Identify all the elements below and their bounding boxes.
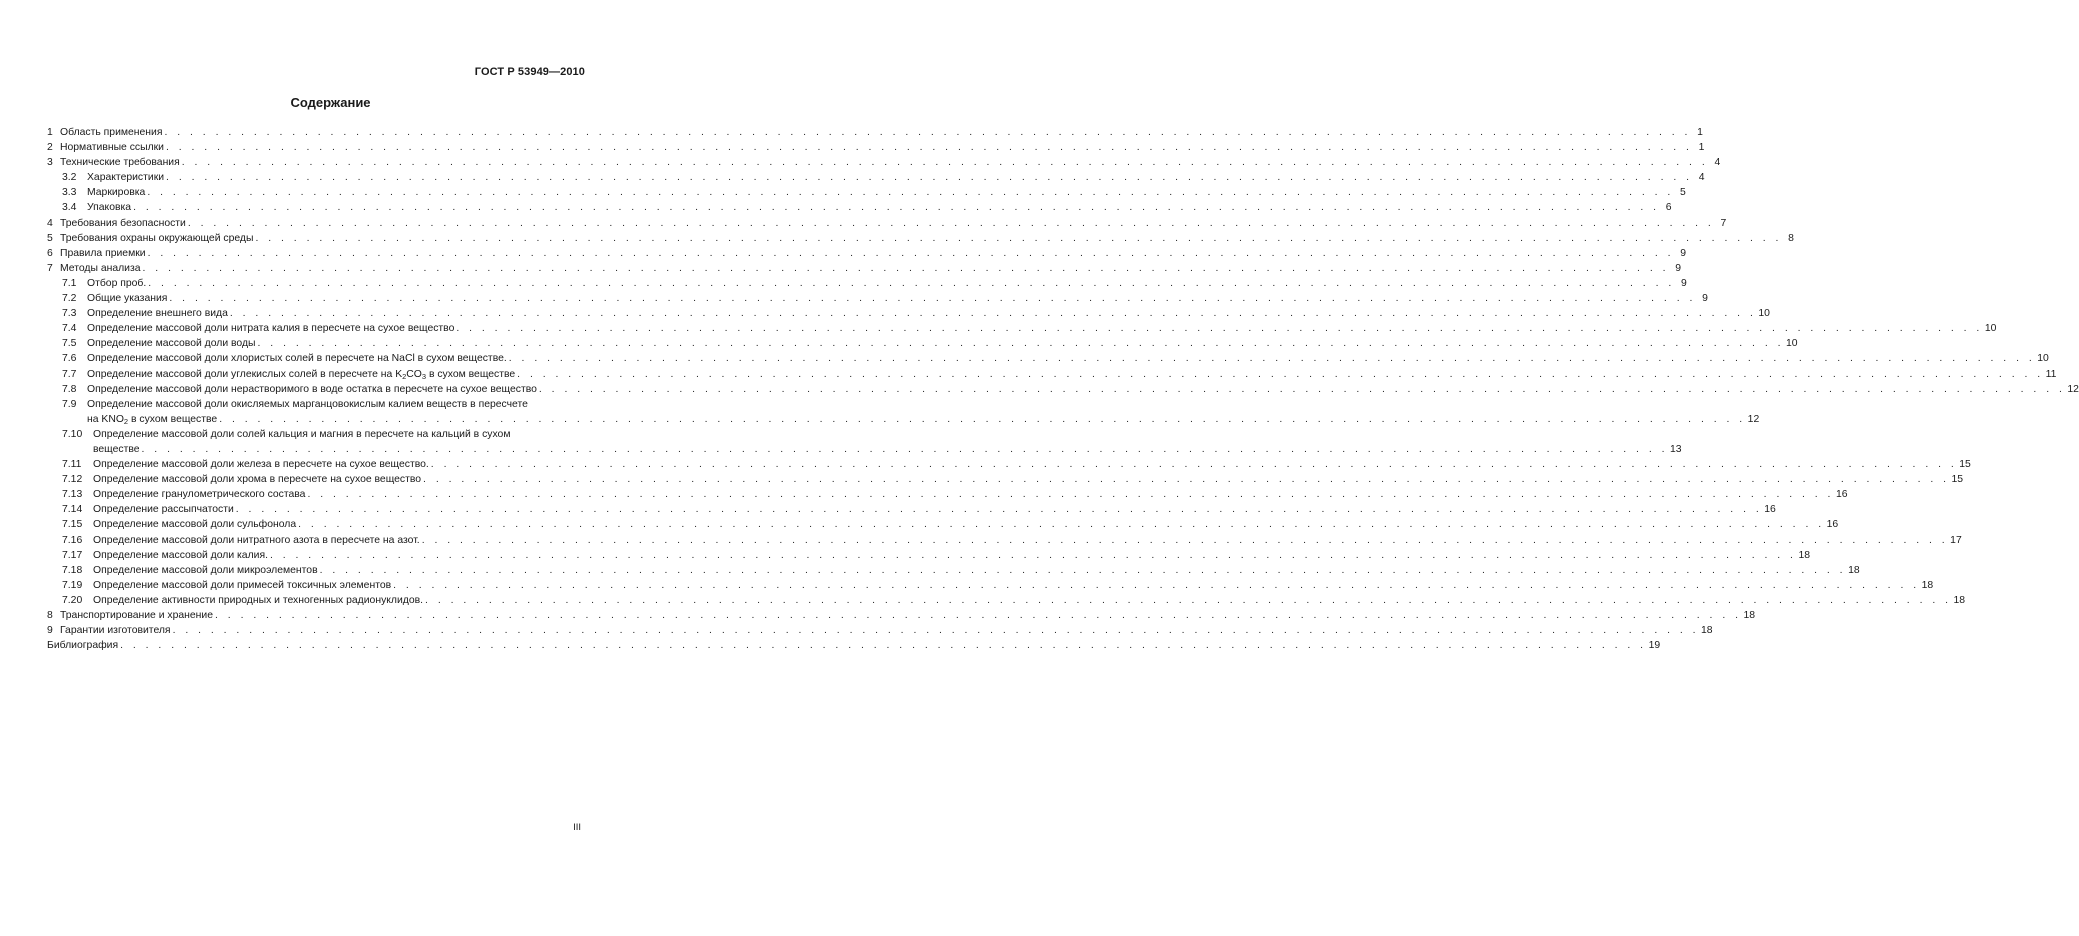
toc-entry-page: 7 [1720,217,1727,229]
toc-entry-number: 7 [47,262,53,274]
dot-leader [255,231,1781,246]
toc-entry-page: 18 [1743,610,1756,621]
dot-leader [215,608,1741,623]
toc-entry-text: Определение массовой доли железа в пересчете на сухое вещество. [93,459,429,471]
dot-leader [142,442,1668,457]
toc-entry-line1: Определение массовой доли солей кальция и магния в пересчете на кальций в сухом [93,428,511,440]
toc-entry-text: Библиография [47,640,119,652]
toc-entry[interactable] [47,563,1860,578]
toc-entry-line2-text: веществе [93,443,140,455]
dot-leader [539,382,2065,397]
toc-entry-text: Определение массовой доли хлористых солей в пересчете на NaCl в сухом веществе. [87,353,507,365]
toc-entry-number: 7.17 [62,549,83,561]
toc-entry-page: 6 [1665,202,1672,214]
toc-entry-number: 7.3 [62,308,77,320]
toc-entry-text: Определение рассыпчатости [93,504,234,516]
toc-entry-page: 16 [1826,519,1839,531]
toc-entry-page: 17 [1950,534,1962,546]
toc-entry-number: 7.18 [62,564,83,576]
toc-entry-page: 10 [1758,308,1770,320]
toc-entry-text [87,367,515,382]
toc-entry-page: 10 [1984,323,1997,335]
toc-entry-page: 9 [1680,247,1687,259]
toc-entry-page: 12 [2067,383,2079,395]
toc-entry[interactable] [47,216,1727,231]
dot-leader [517,367,2043,382]
toc-entry[interactable] [47,533,1962,548]
toc-entry-text: Отбор проб. [87,277,147,289]
toc-entry-page: 11 [2045,368,2057,380]
toc-entry-page: 15 [1951,474,1964,486]
toc-entry-text: Транспортирование и хранение [60,610,214,621]
toc-entry[interactable] [47,140,1705,155]
toc-entry-page: 19 [1648,640,1661,652]
toc-entry-number: 7.6 [62,353,77,365]
dot-leader [182,155,1708,170]
text-part: Определение массовой доли углекислых солей в пересчете на K [87,368,403,380]
dot-leader [166,170,1692,185]
toc-entry-page: 13 [1670,443,1682,455]
toc-entry-number: 3.4 [62,202,77,214]
toc-entry-text [93,427,1682,457]
toc-entry-number: 7.9 [62,398,77,410]
text-part: в сухом веществе [426,368,516,380]
toc-entry-page: 10 [2037,353,2049,365]
toc-entry-page: 1 [1697,127,1703,138]
toc-entry[interactable] [47,246,1687,261]
dot-leader [188,216,1714,231]
dot-leader [236,502,1762,517]
dot-leader [425,593,1951,608]
dot-leader [143,261,1669,276]
toc-entry[interactable] [47,261,1681,276]
toc-entry-page: 16 [1764,504,1776,516]
toc-entry-page: 18 [1953,594,1966,606]
toc-entry-number: 7.7 [62,368,77,380]
toc-entry-text: Требования безопасности [60,217,186,229]
dot-leader [148,276,1674,291]
toc-entry[interactable] [47,306,1770,321]
toc-entry[interactable] [47,321,1997,336]
toc-entry[interactable] [47,457,1971,472]
dot-leader [270,548,1796,563]
toc-entry-number: 2 [47,142,53,154]
toc-entry-page: 18 [1921,579,1934,591]
document-code: ГОСТ Р 53949—2010 [474,66,585,78]
toc-entry-number: 7.10 [62,428,83,440]
dot-leader [166,140,1692,155]
toc-entry-page: 16 [1835,489,1848,501]
toc-entry[interactable] [47,382,2079,397]
dot-leader [320,563,1846,578]
dot-leader [219,412,1745,427]
toc-entry[interactable] [47,638,1661,653]
toc-entry-text: Нормативные ссылки [60,142,164,154]
toc-entry-text: Определение активности природных и техногенных радионуклидов. [93,594,424,606]
toc-entry-number: 7.2 [62,293,77,305]
toc-entry[interactable] [47,472,1964,487]
toc-entry-text: Методы анализа [60,262,141,274]
toc-entry-number: 7.8 [62,383,77,395]
toc-entry-text: Определение массовой доли нитратного азота в пересчете на азот. [93,534,420,546]
text-part: CO [406,368,422,380]
toc-entry-text: Определение внешнего вида [87,308,228,320]
toc-entry-number: 7.15 [62,519,83,531]
toc-entry-text: Область применения [60,127,163,138]
toc-entry-page: 15 [1959,459,1971,471]
toc-entry-page: 9 [1675,262,1681,274]
toc-entry-page: 9 [1702,293,1708,305]
toc-entry[interactable] [47,155,1721,170]
toc-entry-number: 7.19 [62,579,83,591]
toc-entry-number: 7.1 [62,277,77,289]
toc-entry-line2-text [87,412,217,427]
toc-entry-number: 3 [47,157,53,169]
toc-entry-page: 1 [1698,142,1705,154]
toc-entry-text: Определение массовой доли примесей токсичных элементов [93,579,392,591]
toc-entry-page: 18 [1701,625,1713,637]
dot-leader [307,487,1833,502]
toc-entry-page: 12 [1747,413,1760,425]
toc-entry-text: Определение массовой доли нитрата калия в пересчете на сухое вещество [87,323,455,335]
dot-leader [147,185,1673,200]
toc-entry-number: 9 [47,625,53,637]
dot-leader [393,578,1919,593]
toc-entry-number: 7.16 [62,534,83,546]
subscript: 3 [421,371,427,381]
toc-entry-text: Определение гранулометрического состава [93,489,306,501]
dot-leader [423,472,1949,487]
toc-entry[interactable] [47,487,1848,502]
toc-entry[interactable] [47,517,1839,532]
toc-entry-text: Определение массовой доли калия. [93,549,268,561]
toc-entry-number: 7.5 [62,338,77,350]
toc-entry[interactable] [47,427,1682,457]
subscript: 2 [402,371,407,381]
text-part: на KNO [87,413,124,425]
toc-entry-text: Технические требования [60,157,180,169]
toc-entry[interactable] [47,578,1934,593]
dot-leader [173,623,1699,638]
toc-entry-number: 7.4 [62,323,77,335]
toc-entry-line1: Определение массовой доли окисляемых марганцовокислым калием веществ в пересчете [87,398,528,410]
toc-entry-number: 5 [47,232,53,244]
toc-entry[interactable] [47,397,1760,427]
toc-entry-text: Определение массовой доли хрома в пересчете на сухое вещество [93,474,422,486]
toc-entry-line2 [87,412,1759,427]
dot-leader [164,125,1690,140]
toc-entry-page: 9 [1680,277,1687,289]
toc-entry-number: 4 [47,217,53,229]
dot-leader [148,246,1674,261]
toc-entry-number: 7.13 [62,489,83,501]
toc-entry-text: Маркировка [87,187,146,199]
toc-entry[interactable] [47,200,1672,215]
toc-entry-page: 5 [1680,187,1686,199]
toc-entry[interactable] [47,170,1705,185]
toc-entry-number: 8 [47,610,53,621]
dot-leader [169,291,1695,306]
table-of-contents [47,125,2079,653]
dot-leader [509,351,2035,366]
toc-entry[interactable] [47,185,1686,200]
toc-entry-text: Гарантии изготовителя [60,625,171,637]
toc-entry[interactable] [47,231,1794,246]
page-title: Содержание [290,95,371,110]
text-part: в сухом веществе [128,413,218,425]
toc-entry-page: 8 [1788,232,1794,244]
toc-entry[interactable] [47,336,1798,351]
dot-leader [298,517,1824,532]
toc-entry-number: 7.11 [62,459,82,471]
dot-leader [133,200,1659,215]
toc-entry-number: 3.2 [62,172,77,184]
toc-entry[interactable] [47,125,1703,140]
toc-entry-text: Общие указания [87,293,168,305]
toc-entry[interactable] [47,367,2057,382]
toc-entry-number: 3.3 [62,187,77,199]
toc-entry-text: Упаковка [87,202,132,214]
toc-entry-number: 7.20 [62,594,83,606]
toc-entry-text: Требования охраны окружающей среды [60,232,254,244]
toc-entry[interactable] [47,502,1776,517]
page-number: III [573,822,581,833]
toc-entry[interactable] [47,291,1708,306]
toc-entry-page: 4 [1698,172,1705,184]
dot-leader [120,638,1646,653]
toc-entry[interactable] [47,593,1966,608]
toc-entry[interactable] [47,548,1810,563]
dot-leader [456,321,1982,336]
toc-entry-line2 [93,442,1682,457]
toc-entry-text: Определение массовой доли сульфонола [93,519,297,531]
dot-leader [422,533,1948,548]
toc-entry[interactable] [47,608,1756,623]
toc-entry-page: 18 [1848,564,1860,576]
toc-entry[interactable] [47,351,2049,366]
toc-entry[interactable] [47,623,1713,638]
dot-leader [230,306,1756,321]
toc-entry-page: 10 [1786,338,1798,350]
toc-entry-page: 4 [1714,157,1721,169]
toc-entry-text [87,397,1759,427]
toc-entry-text: Определение массовой доли нерастворимого в воде остатка в пересчете на сухое вещество [87,383,537,395]
subscript: 2 [123,416,129,426]
toc-entry-page: 18 [1798,549,1810,561]
dot-leader [258,336,1784,351]
toc-entry-number: 1 [47,127,53,138]
dot-leader [431,457,1957,472]
toc-entry[interactable] [47,276,1687,291]
toc-entry-number: 6 [47,247,53,259]
toc-entry-text: Характеристики [87,172,165,184]
toc-entry-number: 7.14 [62,504,83,516]
toc-entry-text: Определение массовой доли воды [87,338,256,350]
toc-entry-text: Определение массовой доли микроэлементов [93,564,318,576]
toc-entry-number: 7.12 [62,474,83,486]
toc-entry-text: Правила приемки [60,247,146,259]
